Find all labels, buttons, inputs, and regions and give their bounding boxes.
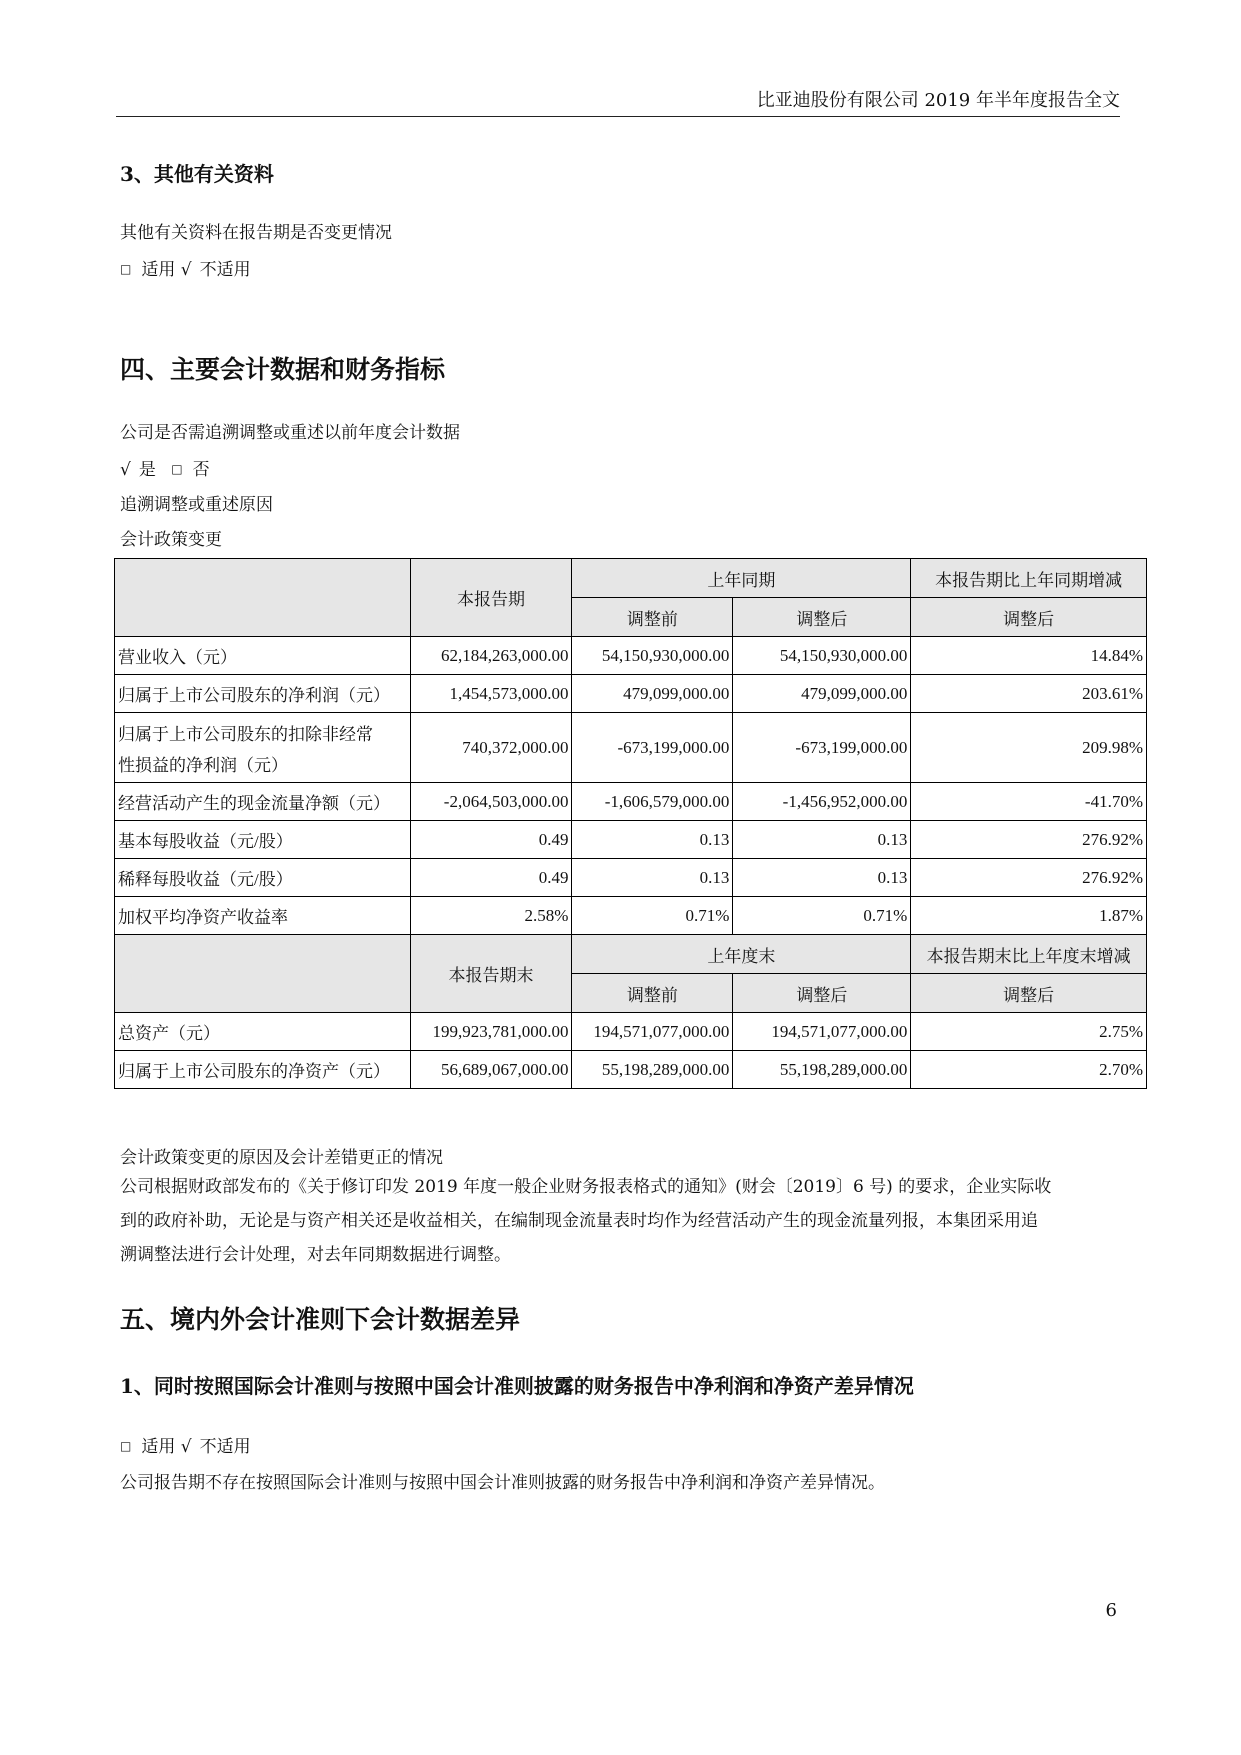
policy-change-reason-label: 会计政策变更的原因及会计差错更正的情况 (120, 1148, 443, 1168)
row-label: 基本每股收益（元/股） (115, 821, 411, 859)
header-change-vs-year-end: 本报告期末比上年度末增减 (911, 935, 1147, 974)
cell-before: 0.71% (572, 897, 733, 935)
cell-after: 0.13 (733, 821, 911, 859)
table-row (115, 783, 1147, 821)
cell-before: 54,150,930,000.00 (572, 637, 733, 675)
cell-change: 2.70% (911, 1051, 1147, 1089)
header-divider (116, 116, 1120, 117)
cell-before: -1,606,579,000.00 (572, 783, 733, 821)
cell-after: 0.13 (733, 859, 911, 897)
checkbox-empty-icon: □ (120, 1439, 132, 1453)
checkbox-empty-icon: □ (171, 462, 183, 476)
row-label: 总资产（元） (115, 1013, 411, 1051)
cell-after: -673,199,000.00 (733, 713, 911, 783)
header-prior-year-end: 上年度末 (572, 935, 911, 974)
cell-change: 209.98% (911, 713, 1147, 783)
checkmark-icon: √ (120, 460, 131, 480)
cell-before: 194,571,077,000.00 (572, 1013, 733, 1051)
section-5-statement: 公司报告期不存在按照国际会计准则与按照中国会计准则披露的财务报告中净利润和净资产差异情况。 (120, 1473, 885, 1493)
cell-current: 1,454,573,000.00 (410, 675, 572, 713)
cell-before: 55,198,289,000.00 (572, 1051, 733, 1089)
accounting-policy-change-label: 会计政策变更 (120, 530, 222, 550)
table-row (115, 1051, 1147, 1089)
paragraph-line-1: 公司根据财政部发布的《关于修订印发 2019 年度一般企业财务报表格式的通知》(财会〔2019〕6 号) 的要求，企业实际收 (120, 1177, 1052, 1197)
header-before-adjustment: 调整前 (572, 974, 733, 1013)
section-4-title: 四、主要会计数据和财务指标 (120, 355, 446, 384)
header-current-period: 本报告期 (410, 559, 572, 637)
cell-change: 14.84% (911, 637, 1147, 675)
section-3-question: 其他有关资料在报告期是否变更情况 (120, 223, 392, 243)
section-3-options (120, 255, 251, 280)
header-prior-period: 上年同期 (572, 559, 911, 598)
table-row (115, 859, 1147, 897)
cell-after: 479,099,000.00 (733, 675, 911, 713)
header-change-after-adjustment: 调整后 (911, 598, 1147, 637)
cell-after: 55,198,289,000.00 (733, 1051, 911, 1089)
cell-change: 2.75% (911, 1013, 1147, 1051)
cell-current: 0.49 (410, 859, 572, 897)
section-4-question: 公司是否需追溯调整或重述以前年度会计数据 (120, 423, 460, 443)
cell-current: 199,923,781,000.00 (410, 1013, 572, 1051)
table-row (115, 637, 1147, 675)
checkmark-icon: √ (180, 260, 192, 280)
cell-current: 62,184,263,000.00 (410, 637, 572, 675)
cell-change: 203.61% (911, 675, 1147, 713)
policy-change-paragraph (120, 1170, 1130, 1272)
row-label-line-2: 性损益的净利润（元） (118, 755, 288, 775)
section-5-subtitle: 1、同时按照国际会计准则与按照中国会计准则披露的财务报告中净利润和净资产差异情况 (120, 1374, 914, 1398)
section-5-options (120, 1432, 251, 1457)
option-no: 否 (192, 460, 210, 480)
cell-before: -673,199,000.00 (572, 713, 733, 783)
table-header-row (115, 559, 1147, 598)
key-financial-data-table (114, 558, 1147, 1089)
cell-current: 740,372,000.00 (410, 713, 572, 783)
row-label-line-1: 归属于上市公司股东的扣除非经常 (118, 724, 373, 744)
cell-after: 54,150,930,000.00 (733, 637, 911, 675)
row-label: 稀释每股收益（元/股） (115, 859, 411, 897)
option-not-applicable: 不适用 (199, 260, 251, 280)
header-before-adjustment: 调整前 (572, 598, 733, 637)
cell-before: 479,099,000.00 (572, 675, 733, 713)
restatement-reason-label: 追溯调整或重述原因 (120, 495, 273, 515)
cell-change: 276.92% (911, 821, 1147, 859)
row-label: 经营活动产生的现金流量净额（元） (115, 783, 411, 821)
option-applicable: 适用 (141, 1437, 176, 1457)
cell-change: -41.70% (911, 783, 1147, 821)
row-label: 营业收入（元） (115, 637, 411, 675)
table-row (115, 713, 1147, 783)
row-label (115, 713, 411, 783)
cell-before: 0.13 (572, 821, 733, 859)
page-number: 6 (1105, 1600, 1117, 1621)
table-row (115, 821, 1147, 859)
paragraph-line-3: 溯调整法进行会计处理，对去年同期数据进行调整。 (120, 1245, 511, 1265)
header-change-after-adjustment: 调整后 (911, 974, 1147, 1013)
table-header-row-2 (115, 935, 1147, 974)
header-after-adjustment: 调整后 (733, 598, 911, 637)
cell-change: 276.92% (911, 859, 1147, 897)
section-3-title: 3、其他有关资料 (120, 162, 274, 186)
table-row (115, 675, 1147, 713)
table-row (115, 897, 1147, 935)
row-label: 归属于上市公司股东的净资产（元） (115, 1051, 411, 1089)
header-after-adjustment: 调整后 (733, 974, 911, 1013)
checkmark-icon: √ (180, 1437, 192, 1457)
option-applicable: 适用 (141, 260, 176, 280)
cell-current: 2.58% (410, 897, 572, 935)
checkbox-empty-icon: □ (120, 262, 132, 276)
row-label: 加权平均净资产收益率 (115, 897, 411, 935)
cell-before: 0.13 (572, 859, 733, 897)
option-yes: 是 (138, 460, 156, 480)
cell-after: 0.71% (733, 897, 911, 935)
table-row (115, 1013, 1147, 1051)
cell-current: 56,689,067,000.00 (410, 1051, 572, 1089)
report-header-title: 比亚迪股份有限公司 2019 年半年度报告全文 (756, 90, 1120, 111)
option-not-applicable: 不适用 (199, 1437, 251, 1457)
cell-after: -1,456,952,000.00 (733, 783, 911, 821)
table-header-blank (115, 559, 411, 637)
header-period-end: 本报告期末 (410, 935, 572, 1013)
cell-current: -2,064,503,000.00 (410, 783, 572, 821)
cell-current: 0.49 (410, 821, 572, 859)
cell-change: 1.87% (911, 897, 1147, 935)
paragraph-line-2: 到的政府补助，无论是与资产相关还是收益相关，在编制现金流量表时均作为经营活动产生的现金流量列报，本集团采用追 (120, 1211, 1038, 1231)
section-4-options (120, 455, 210, 480)
cell-after: 194,571,077,000.00 (733, 1013, 911, 1051)
table-header-blank (115, 935, 411, 1013)
header-change: 本报告期比上年同期增减 (911, 559, 1147, 598)
section-5-title: 五、境内外会计准则下会计数据差异 (120, 1305, 521, 1334)
row-label: 归属于上市公司股东的净利润（元） (115, 675, 411, 713)
